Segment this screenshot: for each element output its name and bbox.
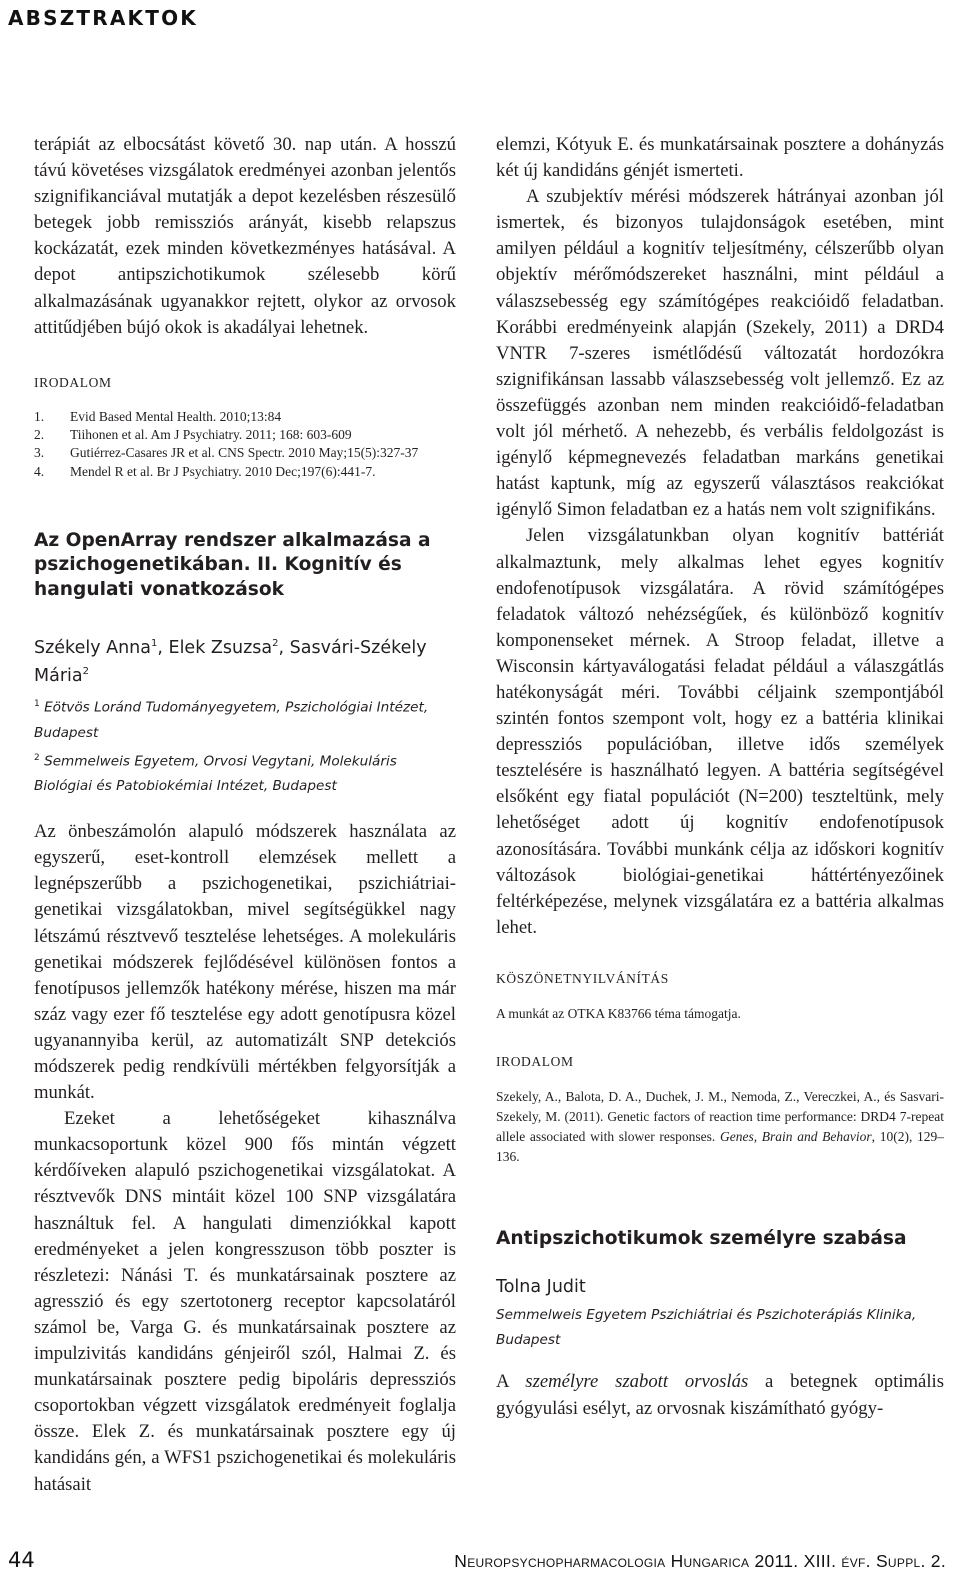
author-name: Elek Zsuzsa (168, 638, 273, 659)
continuation-paragraph: terápiát az elbocsátást követő 30. nap után. A hosszú távú követéses vizsgálatok eredményei azonban jelentős szignifikanciával mutatják a depot kezelésben részesülő betegek jobb remissziós arányát, kisebb relapszus kockázatát, ezek minden következményes hatásával. A depot antipszichotikumok szélesebb körű alkalmazásának ugyanakkor rejtett, olykor az orvosok attitűdjében bújó okok is akadályai lehetnek. (34, 134, 456, 338)
affiliation-2: $^2$ Semmelweis Egyetem, Orvosi Vegytani, Molekuláris Biológiai és Patobiokémiai Intézet, Budapest (34, 752, 397, 795)
abstract-paragraph: Jelen vizsgálatunkban olyan kognitív battériát alkalmaztunk, mely alkalmas lehet egyes kognitív endofenotípusok vizsgálatára. A rövid számítógépes feladatok változó nehézségűek, és különböző kognitív komponenseket mérnek. A Stroop feladat, illetve a Wisconsin kártyaválogatási feladat például a válaszgátlás hatékonyságát méri. További céljaink szempontjából szintén fontos szempont volt, hogy ez a battéria klinikai depressziós populációban, illetve idős személyek tesztelésére is használható legyen. A battéria segítségével elsőként egy fiatal populációt (N=200) teszteltünk, mely lehetőséget adott új kognitív endofenotípusok azonosítására. További munkánk célja az időskori kognitív változások biológiai-genetikai háttértényezőinek feltérképezése, melynek vizsgálatára ez a battéria alkalmas lehet. (496, 525, 944, 938)
reference-list (34, 408, 456, 481)
header-bar (0, 0, 960, 52)
left-column (34, 132, 456, 1498)
references-label: IRODALOM (34, 374, 112, 390)
journal-footer: Neuropsychopharmacologia Hungarica 2011. XIII. évf. Suppl. 2. (454, 1551, 946, 1571)
article-title: Az OpenArray rendszer alkalmazása a pszichogenetikában. II. Kognitív és hangulati vonatkozások (34, 529, 431, 600)
abstract-paragraph: Az önbeszámolón alapuló módszerek használata az egyszerű, eset-kontroll elemzések mellett a legnépszerűbb a pszichogenetikai, pszichiátriai-genetikai vizsgálatokban, mivel segítségükkel nagy létszámú résztvevő tesztelése lehetséges. A molekuláris genetikai módszerek fejlődésével különösen fontos a fenotípusos jellemzők hatékony mérése, hiszen ma már száz vagy ezer fő tesztelése egy adott genotípusra közel ugyanannyiba kerül, az automatizált SNP detekciós módszerek pedig rendkívüli mértékben felgyorsítják a munkát. (34, 821, 456, 1104)
references-label: IRODALOM (496, 1053, 574, 1069)
affiliation: Semmelweis Egyetem Pszichiátriai és Pszichoterápiás Klinika, Budapest (496, 1307, 917, 1349)
right-column (496, 132, 944, 1422)
reference-item: 1. Evid Based Mental Health. 2010;13:84 (34, 408, 282, 424)
affiliation-1: $^1$ Eötvös Loránd Tudományegyetem, Pszichológiai Intézet, Budapest (34, 699, 429, 741)
abstract-paragraph: Ezeket a lehetőségeket kihasználva munkacsoportunk közel 900 fős mintán végzett kérdőíveken alapuló pszichogenetikai vizsgálatokat. A résztvevők DNS mintáit közel 100 SNP vizsgálatára használtuk fel. A hangulati dimenziókkal kapott eredményeket a jelen kongresszuson több poszter is részletezi: Nánási T. és munkatársainak posztere az agresszió és egy szertotonerg receptor kapcsolatáról számol be, Varga G. és munkatársainak posztere az impulzivitás kandidáns génjeiről szól, Halmai Z. és munkatársainak posztere pedig bipoláris depressziós csoportokban végzett vizsgálatok eredményeit foglalja össze. Elek Z. és munkatársainak posztere egy új kandidáns gén, a WFS1 pszichogenetikai és molekuláris hatásait (34, 1108, 456, 1495)
author-name: Sasvári-Székely Mária (34, 638, 427, 687)
author-name: Székely Anna (34, 638, 151, 659)
reference-entry: Szekely, A., Balota, D. A., Duchek, J. M., Nemoda, Z., Vereczkei, A., és Sasvari-Szekely, M. (2011). Genetic factors of reaction time performance: DRD4 7-repeat allele associated with slower responses. Genes, Brain and Behavior, 10(2), 129–136. (496, 1088, 944, 1164)
acknowledgement-label: KÖSZÖNETNYILVÁNÍTÁS (496, 970, 669, 986)
author-name: Tolna Judit (496, 1277, 586, 1298)
abstract-paragraph: A szubjektív mérési módszerek hátrányai azonban jól ismertek, és bizonyos tulajdonságok esetében, mint amilyen például a kognitív teljesítmény, célszerűbb olyan objektív mérőmódszereket használni, mint például a válaszsebesség egy számítógépes reakcióidő feladatban. Korábbi eredményeink alapján (Szekely, 2011) a DRD4 VNTR 7-szeres ismétlődésű változatát hordozókra szignifikánsan lassabb válaszsebesség volt jellemző. Ez az összefüggés azonban nem minden reakcióidő-feladatban volt jól mérhető. A nehezebb, és verbális feldolgozást is igénylő képmegnevezés feladatban markáns genetikai hatást kaptunk, míg az egyszerű választásos reakciókat igénylő Simon feladatban ez a hatás nem volt szignifikáns. (496, 186, 944, 521)
reference-item: 4. Mendel R et al. Br J Psychiatry. 2010 Dec;197(6):441-7. (34, 463, 376, 479)
acknowledgement-text: A munkát az OTKA K83766 téma támogatja. (496, 1005, 741, 1021)
reference-item: 3. Gutiérrez-Casares JR et al. CNS Spectr. 2010 May;15(5):327-37 (34, 445, 419, 461)
author-list: Székely Anna$^1$, Elek Zsuzsa$^2$, Sasvári-Székely Mária$^2$ (34, 638, 427, 687)
page-number: 44 (8, 1548, 35, 1572)
section-header: ABSZTRAKTOK (8, 6, 198, 30)
abstract-paragraph: elemzi, Kótyuk E. és munkatársainak posztere a dohányzás két új kandidáns génjét ismerteti. (496, 134, 944, 182)
article-title: Antipszichotikumok személyre szabása (496, 1227, 907, 1249)
reference-item: 2. Tiihonen et al. Am J Psychiatry. 2011; 168: 603-609 (34, 427, 352, 443)
abstract-paragraph: A személyre szabott orvoslás a betegnek optimális gyógyulási esélyt, az orvosnak kiszámítható gyógy- (496, 1371, 944, 1419)
